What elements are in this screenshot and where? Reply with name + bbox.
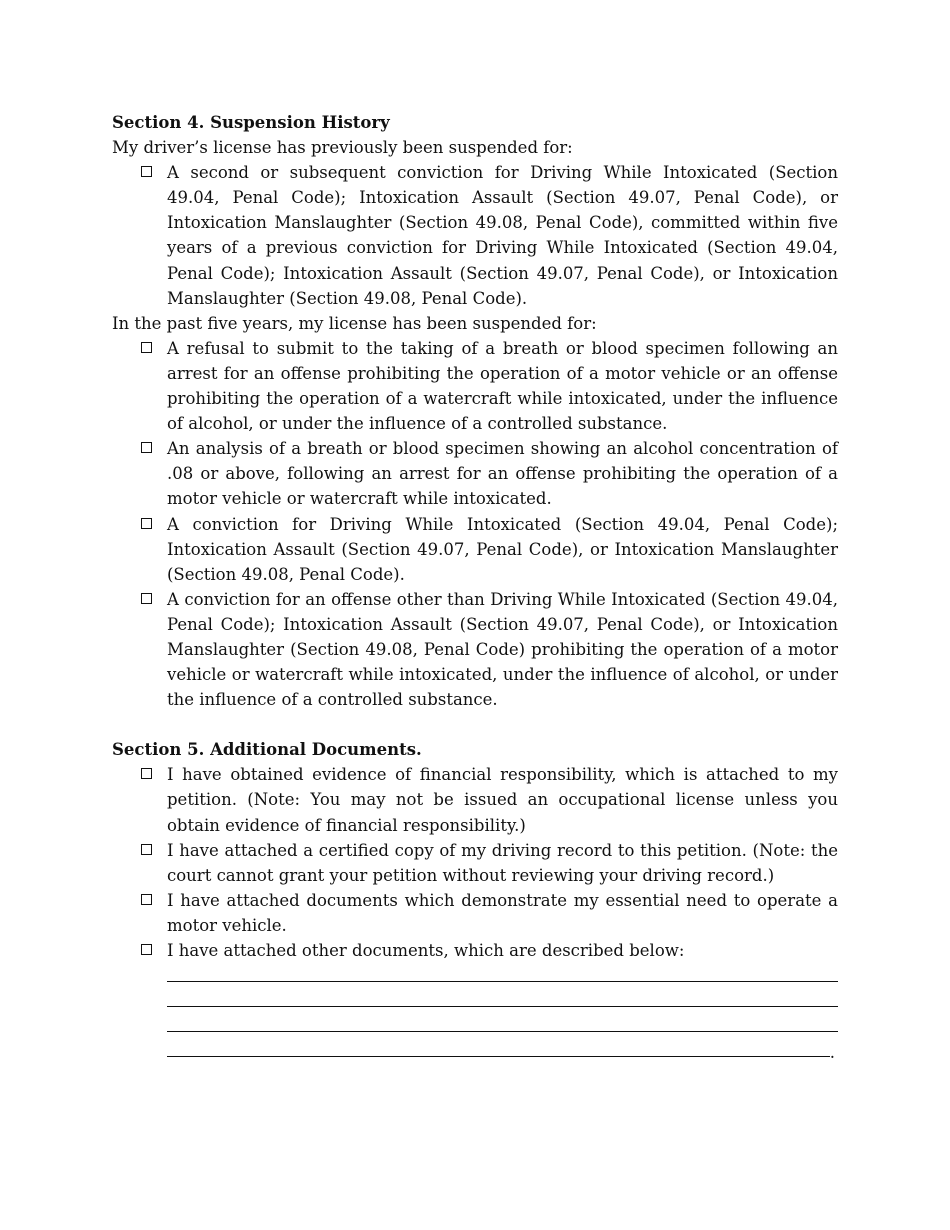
past-five-years-item — [112, 587, 838, 712]
checkbox-label: A second or subsequent conviction for Driving While Intoxicated (Section 49.04, Penal Code); Intoxication Assault (Section 49.07, Penal Code), or Intoxication Manslaughter (Section 49.08, Penal Code), committed within five years of a previous conviction for Driving While Intoxicated (Section 49.04, Penal Code); Intoxication Assault (Section 49.07, Penal Code), or Intoxication Manslaughter (Section 49.08, Penal Code). — [167, 163, 838, 308]
checkbox[interactable] — [141, 844, 152, 855]
checkbox-label: I have attached documents which demonstrate my essential need to operate a motor vehicle. — [167, 890, 838, 935]
checkbox[interactable] — [141, 944, 152, 955]
checkbox[interactable] — [141, 593, 152, 604]
blank-line[interactable] — [167, 963, 838, 988]
checkbox-label: A refusal to submit to the taking of a breath or blood specimen following an arrest for an offense prohibiting the operation of a motor vehicle or an offense prohibiting the operation of a watercraft while intoxicated, under the influence of alcohol, or under the influence of a controlled substance. — [167, 338, 838, 434]
checkbox-label: I have attached a certified copy of my driving record to this petition. (Note: the court cannot grant your petition without reviewing your driving record.) — [167, 840, 838, 885]
checkbox[interactable] — [141, 166, 152, 177]
checkbox-label: A conviction for Driving While Intoxicated (Section 49.04, Penal Code); Intoxication Assault (Section 49.07, Penal Code), or Intoxication Manslaughter (Section 49.08, Penal Code). — [167, 514, 838, 584]
previous-suspension-item — [112, 160, 838, 311]
checkbox[interactable] — [141, 442, 152, 453]
checkbox[interactable] — [141, 768, 152, 779]
form-page — [112, 110, 838, 1063]
checkbox[interactable] — [141, 518, 152, 529]
checkbox-label: I have attached other documents, which are described below: — [167, 941, 685, 960]
previous-suspension-intro: My driver’s license has previously been suspended for: — [112, 138, 573, 158]
checkbox[interactable] — [141, 894, 152, 905]
checkbox-label: I have obtained evidence of financial responsibility, which is attached to my petition. (Note: You may not be issued an occupational license unless you obtain evidence of financial responsibility.) — [167, 765, 838, 835]
past-five-years-item — [112, 436, 838, 511]
blank-line[interactable] — [167, 1038, 838, 1063]
document-item — [112, 938, 838, 963]
document-item — [112, 838, 838, 888]
checkbox-label: An analysis of a breath or blood specimen showing an alcohol concentration of .08 or above, following an arrest for an offense prohibiting the operation of a motor vehicle or watercraft while intoxicated. — [167, 439, 838, 509]
document-item — [112, 888, 838, 938]
end-period: . — [829, 1042, 835, 1062]
section-5-heading: Section 5. Additional Documents. — [112, 740, 422, 760]
checkbox[interactable] — [141, 342, 152, 353]
checkbox-label: A conviction for an offense other than Driving While Intoxicated (Section 49.04, Penal Code); Intoxication Assault (Section 49.07, Penal Code), or Intoxication Manslaughter (Section 49.08, Penal Code) prohibiting the operation of a motor vehicle or watercraft while intoxicated, under the influence of alcohol, or under the influence of a controlled substance. — [167, 589, 838, 710]
past-five-years-intro: In the past five years, my license has been suspended for: — [112, 313, 597, 333]
section-4-heading: Section 4. Suspension History — [112, 113, 390, 132]
section-spacer — [112, 712, 838, 737]
past-five-years-item — [112, 336, 838, 436]
document-item — [112, 762, 838, 837]
blank-line[interactable] — [167, 988, 838, 1013]
other-documents-lines — [112, 963, 838, 1063]
blank-line[interactable] — [167, 1013, 838, 1038]
past-five-years-item — [112, 512, 838, 587]
